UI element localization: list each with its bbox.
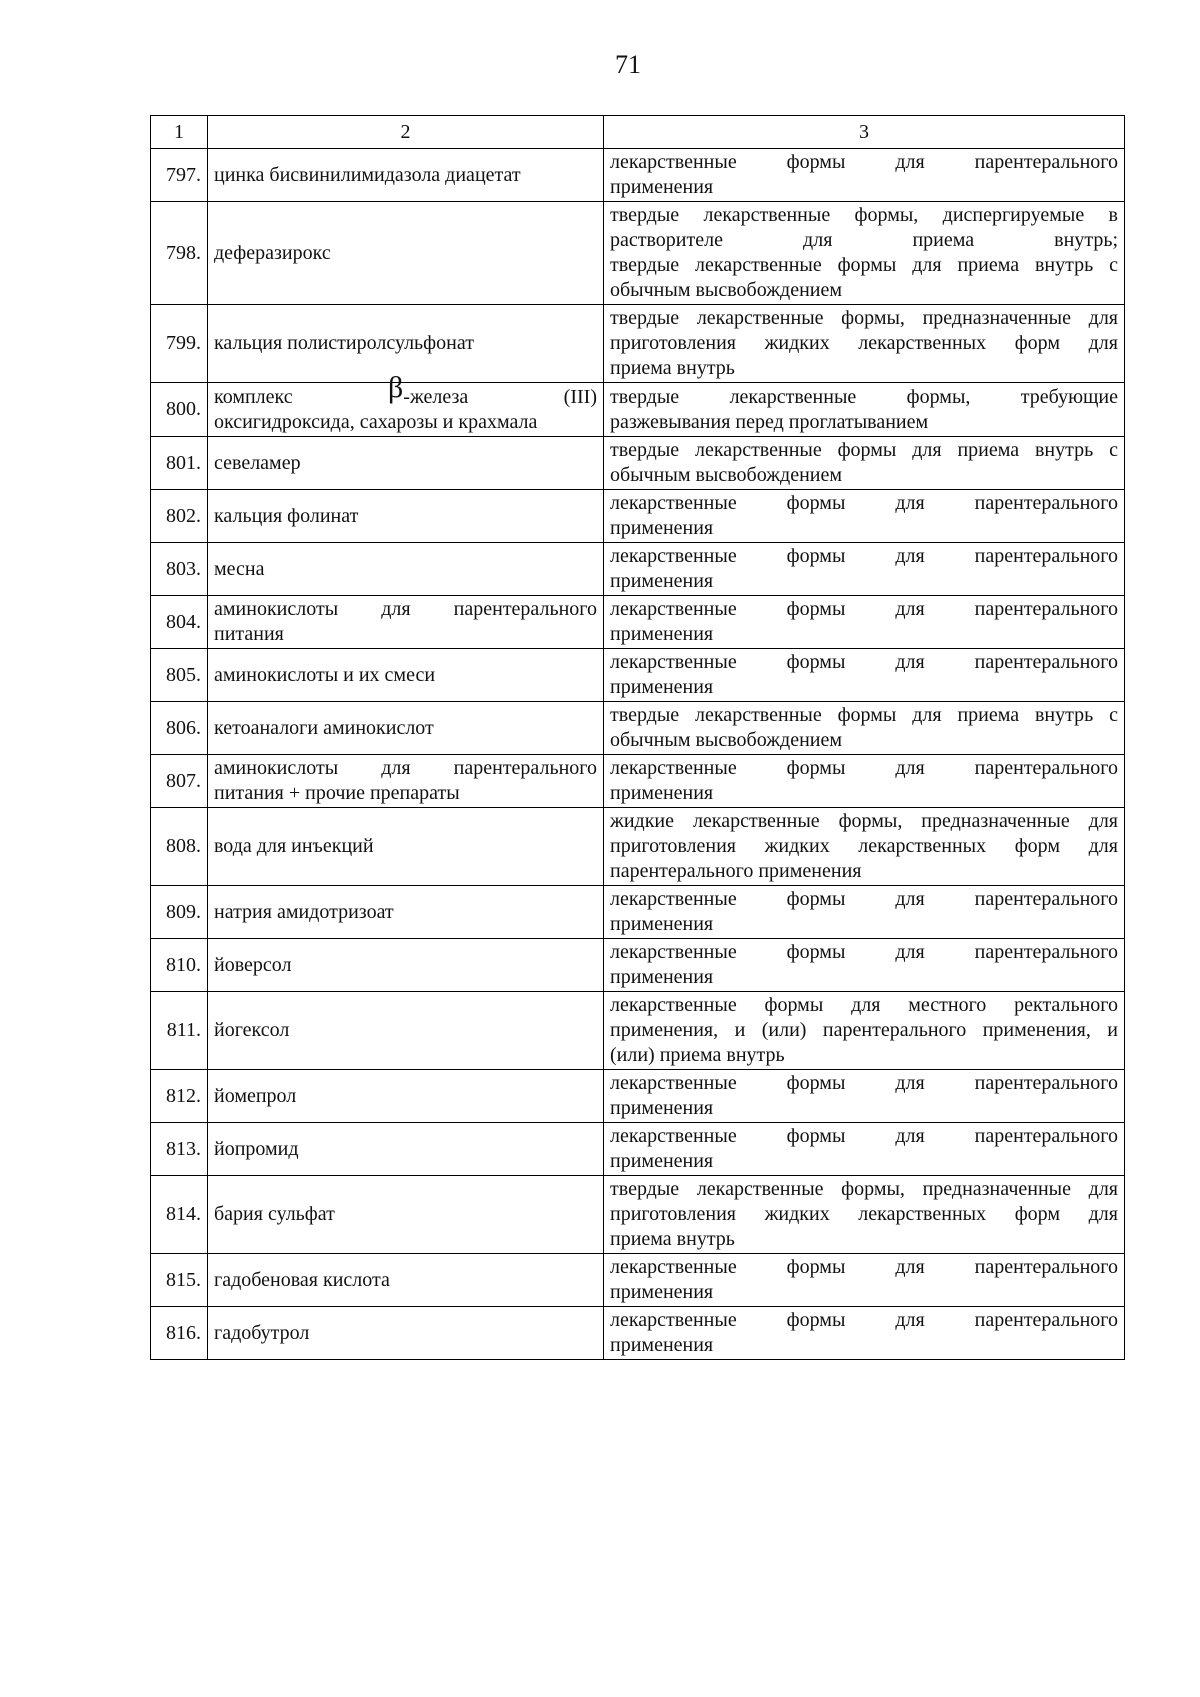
beta-symbol: β	[388, 371, 404, 404]
drug-name: кетоаналоги аминокислот	[208, 702, 604, 755]
description-line: применения	[610, 570, 714, 592]
row-number: 799.	[151, 305, 208, 383]
column-header-2: 2	[208, 116, 604, 149]
description-line: твердые лекарственные формы, требующие	[610, 385, 1118, 408]
table-row	[151, 437, 1125, 490]
description-line: твердые лекарственные формы для приема внутрь с	[610, 704, 1118, 726]
table-row	[151, 383, 1125, 437]
description-line: твердые лекарственные формы, диспергируемые в	[610, 204, 1118, 226]
description-line: приема внутрь	[610, 357, 735, 379]
page-number: 71	[615, 50, 641, 79]
description-line: применения	[610, 676, 714, 698]
row-number: 816.	[151, 1307, 208, 1360]
dosage-form-description	[604, 702, 1125, 755]
description-line: лекарственные формы для парентерального	[610, 598, 1118, 620]
drug-table-body	[151, 116, 1125, 1360]
column-header-1: 1	[151, 116, 208, 149]
drug-name-line: питания + прочие препараты	[214, 782, 460, 804]
description-line: твердые лекарственные формы для приема внутрь с	[610, 254, 1118, 276]
description-line: приготовления жидких лекарственных форм для	[610, 1203, 1118, 1225]
description-line: разжевывания перед проглатыванием	[610, 410, 929, 433]
drug-name: деферазирокс	[208, 202, 604, 305]
drug-name: натрия амидотризоат	[208, 886, 604, 939]
table-row	[151, 202, 1125, 305]
table-row	[151, 490, 1125, 543]
drug-name: кальция полистиролсульфонат	[208, 305, 604, 383]
description-line: лекарственные формы для парентерального	[610, 941, 1118, 963]
table-row	[151, 1254, 1125, 1307]
dosage-form-description	[604, 383, 1125, 437]
description-line: применения	[610, 623, 714, 645]
description-line: жидкие лекарственные формы, предназначенные для	[610, 810, 1118, 832]
description-line: применения	[610, 782, 714, 804]
row-number: 813.	[151, 1123, 208, 1176]
dosage-form-description	[604, 992, 1125, 1070]
table-row	[151, 1176, 1125, 1254]
description-line: приготовления жидких лекарственных форм для	[610, 332, 1118, 354]
description-line: лекарственные формы для парентерального	[610, 1256, 1118, 1278]
row-number: 808.	[151, 808, 208, 886]
drug-name	[208, 596, 604, 649]
drug-name: гадобутрол	[208, 1307, 604, 1360]
description-line: применения	[610, 176, 714, 198]
dosage-form-description	[604, 596, 1125, 649]
description-line: лекарственные формы для парентерального	[610, 1309, 1118, 1331]
drug-name-line: аминокислоты для парентерального	[214, 598, 597, 620]
description-line: применения	[610, 913, 714, 935]
drug-name: цинка бисвинилимидазола диацетат	[208, 149, 604, 202]
drug-name-line: оксигидроксида, сахарозы и крахмала	[214, 411, 538, 433]
description-line: обычным высвобождением	[610, 279, 843, 301]
drug-name: йоверсол	[208, 939, 604, 992]
drug-name-line: питания	[214, 623, 284, 645]
dosage-form-description	[604, 939, 1125, 992]
drug-table	[150, 115, 1125, 1360]
dosage-form-description	[604, 1307, 1125, 1360]
table-row	[151, 1307, 1125, 1360]
row-number: 805.	[151, 649, 208, 702]
drug-name-line	[214, 371, 597, 410]
dosage-form-description	[604, 886, 1125, 939]
drug-name-part	[388, 371, 469, 410]
drug-name-part: комплекс	[214, 386, 293, 408]
description-line: твердые лекарственные формы для приема внутрь с	[610, 439, 1118, 461]
dosage-form-description	[604, 755, 1125, 808]
dosage-form-description	[604, 543, 1125, 596]
row-number: 809.	[151, 886, 208, 939]
description-line: обычным высвобождением	[610, 464, 843, 486]
row-number: 814.	[151, 1176, 208, 1254]
description-line: применения	[610, 1097, 714, 1119]
row-number: 801.	[151, 437, 208, 490]
description-line: твердые лекарственные формы, предназначенные для	[610, 1178, 1118, 1200]
description-line: применения	[610, 517, 714, 539]
table-row	[151, 149, 1125, 202]
row-number: 810.	[151, 939, 208, 992]
drug-name: йопромид	[208, 1123, 604, 1176]
drug-name: йомепрол	[208, 1070, 604, 1123]
description-line: твердые лекарственные формы, предназначенные для	[610, 307, 1118, 329]
row-number: 803.	[151, 543, 208, 596]
drug-name: месна	[208, 543, 604, 596]
drug-name-part: (III)	[563, 386, 597, 408]
dosage-form-description	[604, 149, 1125, 202]
column-header-3: 3	[604, 116, 1125, 149]
description-line: лекарственные формы для парентерального	[610, 1125, 1118, 1147]
description-line: применения	[610, 1150, 714, 1172]
description-line: лекарственные формы для парентерального	[610, 492, 1118, 514]
drug-name	[208, 755, 604, 808]
table-row	[151, 305, 1125, 383]
dosage-form-description	[604, 305, 1125, 383]
row-number: 802.	[151, 490, 208, 543]
dosage-form-description	[604, 1070, 1125, 1123]
table-row	[151, 596, 1125, 649]
dosage-form-description	[604, 202, 1125, 305]
description-line: (или) приема внутрь	[610, 1044, 785, 1066]
drug-name: бария сульфат	[208, 1176, 604, 1254]
description-line: приготовления жидких лекарственных форм для	[610, 835, 1118, 857]
table-row	[151, 543, 1125, 596]
description-line: применения	[610, 1281, 714, 1303]
dosage-form-description	[604, 649, 1125, 702]
description-line: применения, и (или) парентерального применения, и	[610, 1019, 1118, 1041]
description-line: применения	[610, 1334, 714, 1356]
drug-name: севеламер	[208, 437, 604, 490]
description-line: лекарственные формы для парентерального	[610, 651, 1118, 673]
description-line: лекарственные формы для парентерального	[610, 757, 1118, 779]
drug-name: вода для инъекций	[208, 808, 604, 886]
description-line: лекарственные формы для местного ректального	[610, 994, 1118, 1016]
dosage-form-description	[604, 808, 1125, 886]
row-number: 815.	[151, 1254, 208, 1307]
table-header-row	[151, 116, 1125, 149]
description-line: лекарственные формы для парентерального	[610, 151, 1118, 173]
table-row	[151, 755, 1125, 808]
table-row	[151, 649, 1125, 702]
description-line: растворителе для приема внутрь;	[610, 229, 1118, 251]
table-row	[151, 886, 1125, 939]
row-number: 797.	[151, 149, 208, 202]
table-row	[151, 1123, 1125, 1176]
drug-name: йогексол	[208, 992, 604, 1070]
table-row	[151, 939, 1125, 992]
drug-name: кальция фолинат	[208, 490, 604, 543]
description-line: лекарственные формы для парентерального	[610, 1072, 1118, 1094]
description-line: парентерального применения	[610, 860, 862, 882]
drug-name	[208, 371, 604, 437]
drug-name: гадобеновая кислота	[208, 1254, 604, 1307]
description-line: приема внутрь	[610, 1228, 735, 1250]
table-row	[151, 1070, 1125, 1123]
description-line: применения	[610, 966, 714, 988]
dosage-form-description	[604, 1123, 1125, 1176]
row-number: 804.	[151, 596, 208, 649]
row-number: 798.	[151, 202, 208, 305]
row-number: 806.	[151, 702, 208, 755]
dosage-form-description	[604, 1176, 1125, 1254]
table-row	[151, 702, 1125, 755]
dosage-form-description	[604, 437, 1125, 490]
row-number: 807.	[151, 755, 208, 808]
dosage-form-description	[604, 1254, 1125, 1307]
description-line: лекарственные формы для парентерального	[610, 545, 1118, 567]
description-line: лекарственные формы для парентерального	[610, 888, 1118, 910]
row-number: 800.	[151, 383, 208, 437]
row-number: 811.	[151, 992, 208, 1070]
drug-name-part: -железа	[403, 386, 469, 408]
row-number: 812.	[151, 1070, 208, 1123]
drug-name-line: аминокислоты для парентерального	[214, 757, 597, 779]
description-line: обычным высвобождением	[610, 729, 843, 751]
table-row	[151, 992, 1125, 1070]
table-row	[151, 808, 1125, 886]
dosage-form-description	[604, 490, 1125, 543]
drug-name: аминокислоты и их смеси	[208, 649, 604, 702]
